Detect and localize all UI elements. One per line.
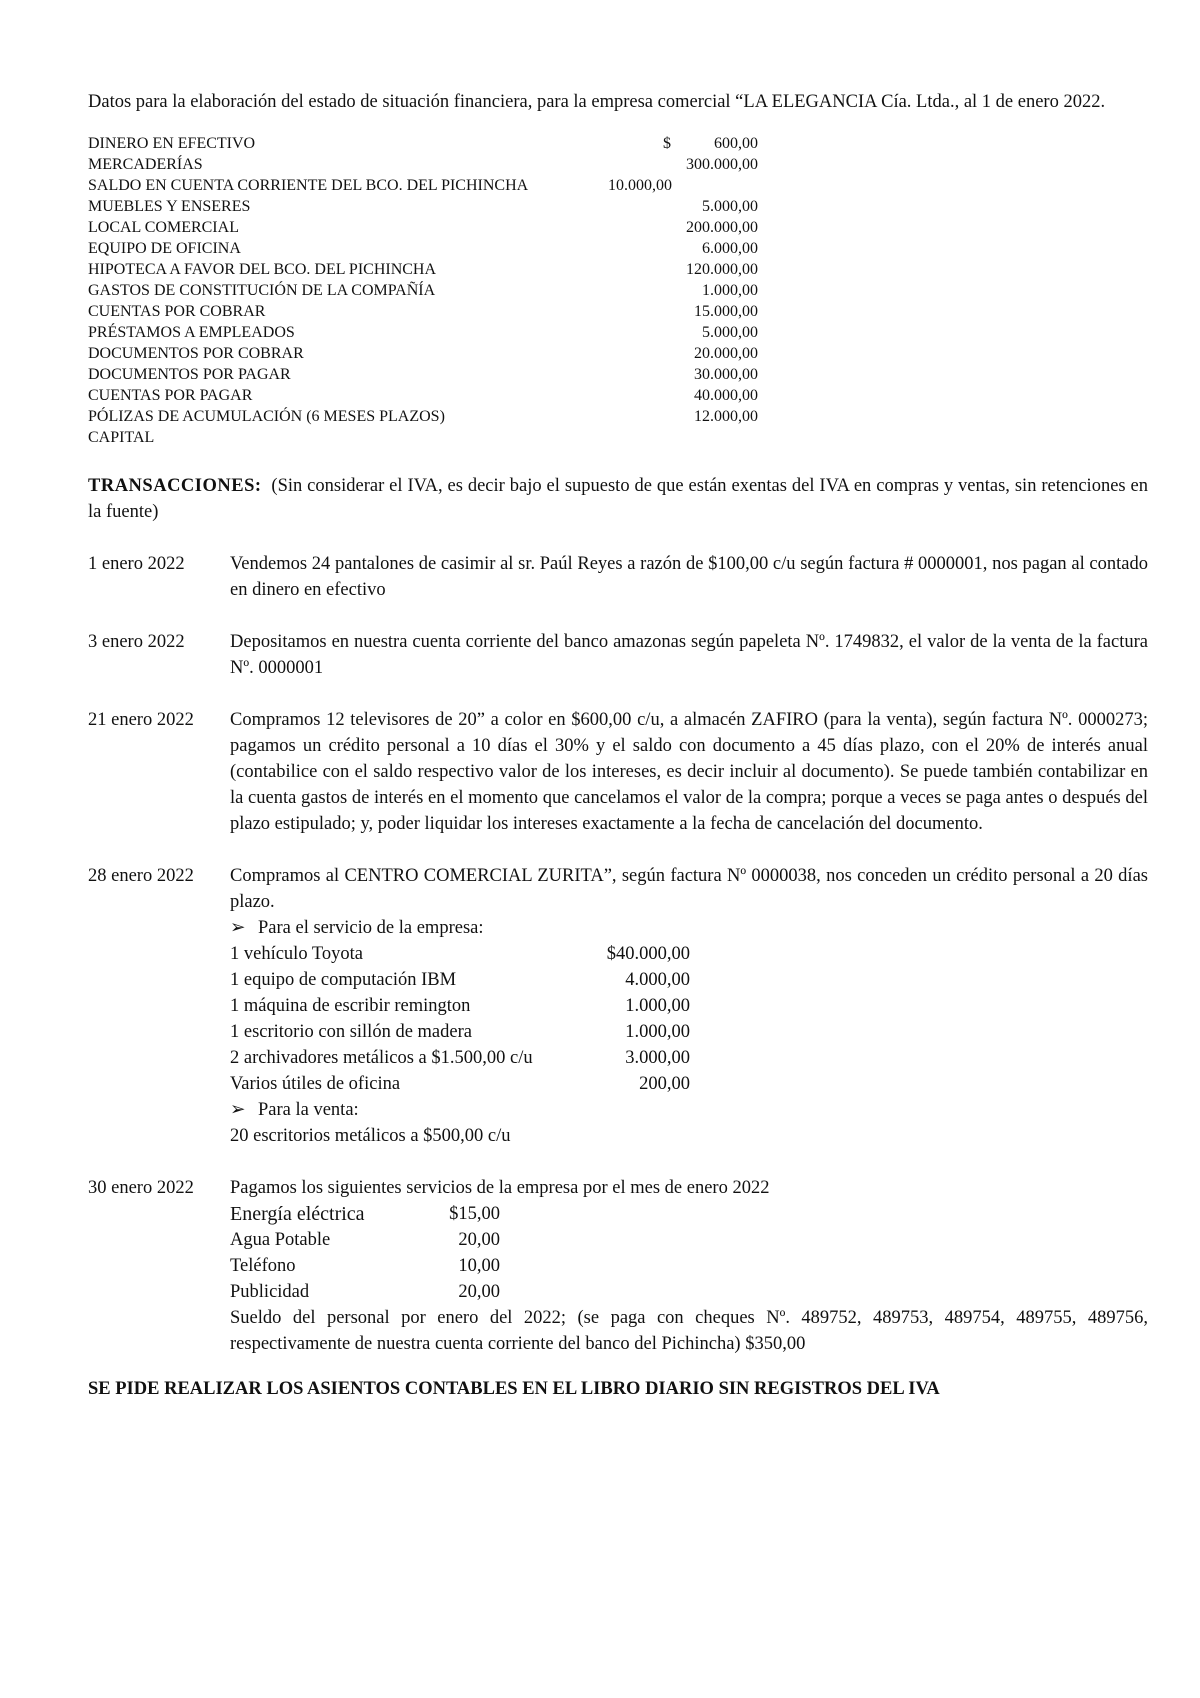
account-row — [88, 343, 758, 364]
service-items — [230, 1201, 1148, 1305]
entry-content — [230, 863, 1148, 1149]
account-value: 10.000,00 — [608, 177, 672, 194]
item-value: $15,00 — [449, 1204, 500, 1224]
final-instruction: SE PIDE REALIZAR LOS ASIENTOS CONTABLES EN EL LIBRO DIARIO SIN REGISTROS DEL IVA — [88, 1379, 940, 1399]
item-row — [230, 967, 1148, 993]
item-row — [230, 1253, 1148, 1279]
account-name: SALDO EN CUENTA CORRIENTE DEL BCO. DEL PICHINCHA — [88, 177, 529, 194]
account-value: 30.000,00 — [694, 366, 758, 383]
sale-item: 20 escritorios metálicos a $500,00 c/u — [230, 1126, 511, 1146]
salary-text: Sueldo del personal por enero del 2022; (se paga con cheques Nº. 489752, 489753, 489754, 489755, 489756, respectivamente de nuestra cuenta corriente del banco del Pichincha) $350,00 — [230, 1308, 1148, 1354]
account-value: 600,00 — [714, 135, 758, 152]
journal-entry — [88, 629, 1148, 681]
account-name: DOCUMENTOS POR COBRAR — [88, 345, 304, 362]
entry-content — [230, 1175, 1148, 1357]
entry-date: 30 enero 2022 — [88, 1178, 194, 1198]
account-name: PÓLIZAS DE ACUMULACIÓN (6 MESES PLAZOS) — [88, 408, 445, 425]
account-row — [88, 259, 758, 280]
account-row — [88, 196, 758, 217]
account-name: DOCUMENTOS POR PAGAR — [88, 366, 291, 383]
account-row — [88, 133, 758, 154]
item-name: Energía eléctrica — [230, 1203, 365, 1225]
account-name: GASTOS DE CONSTITUCIÓN DE LA COMPAÑÍA — [88, 282, 436, 299]
entry-text: Depositamos en nuestra cuenta corriente del banco amazonas según papeleta Nº. 1749832, el valor de la venta de la factura Nº. 0000001 — [230, 632, 1148, 678]
item-row — [230, 993, 1148, 1019]
journal-entry — [88, 551, 1148, 603]
item-name: 1 máquina de escribir remington — [230, 996, 471, 1016]
entry-text: Compramos al CENTRO COMERCIAL ZURITA”, según factura Nº 0000038, nos conceden un crédito personal a 20 días plazo. — [230, 866, 1148, 912]
item-name: Teléfono — [230, 1256, 296, 1276]
entry-text: Pagamos los siguientes servicios de la empresa por el mes de enero 2022 — [230, 1178, 770, 1198]
item-name: Agua Potable — [230, 1230, 331, 1250]
bullet-text: Para el servicio de la empresa: — [258, 918, 484, 938]
account-value: 1.000,00 — [702, 282, 758, 299]
account-name: MERCADERÍAS — [88, 156, 203, 173]
document-page — [88, 88, 1148, 1400]
purchase-items — [230, 941, 1148, 1097]
account-value: 40.000,00 — [694, 387, 758, 404]
item-value: 200,00 — [639, 1074, 690, 1094]
account-value: 200.000,00 — [686, 219, 758, 236]
item-value: 1.000,00 — [625, 996, 690, 1016]
account-name: CUENTAS POR PAGAR — [88, 387, 253, 404]
item-row — [230, 1045, 1148, 1071]
item-value: $40.000,00 — [606, 944, 690, 964]
account-row — [88, 406, 758, 427]
account-name: LOCAL COMERCIAL — [88, 219, 239, 236]
account-row — [88, 364, 758, 385]
account-value: 6.000,00 — [702, 240, 758, 257]
journal-entry — [88, 863, 1148, 1149]
item-name: Publicidad — [230, 1282, 310, 1302]
account-row — [88, 238, 758, 259]
bullet-line — [230, 915, 1148, 941]
account-row — [88, 322, 758, 343]
item-name: Varios útiles de oficina — [230, 1074, 401, 1094]
account-value: 300.000,00 — [686, 156, 758, 173]
item-name: 1 equipo de computación IBM — [230, 970, 457, 990]
transactions-heading — [88, 473, 1148, 525]
account-row — [88, 154, 758, 175]
accounts-list — [88, 133, 758, 448]
item-row — [230, 1071, 1148, 1097]
transactions-title: TRANSACCIONES: — [88, 476, 262, 496]
journal-entry — [88, 707, 1148, 837]
transactions-note: (Sin considerar el IVA, es decir bajo el supuesto de que están exentas del IVA en compras y ventas, sin retenciones en la fuente) — [88, 476, 1149, 522]
item-row — [230, 941, 1148, 967]
account-name: CUENTAS POR COBRAR — [88, 303, 266, 320]
account-name: HIPOTECA A FAVOR DEL BCO. DEL PICHINCHA — [88, 261, 437, 278]
item-value: 4.000,00 — [625, 970, 690, 990]
item-value: 3.000,00 — [625, 1048, 690, 1068]
arrowhead-bullet-icon: ➢ — [230, 918, 246, 938]
item-value: 1.000,00 — [625, 1022, 690, 1042]
account-currency: $ — [663, 135, 671, 152]
item-row — [230, 1227, 1148, 1253]
entry-date: 21 enero 2022 — [88, 710, 194, 730]
account-value: 15.000,00 — [694, 303, 758, 320]
account-row — [88, 280, 758, 301]
entry-text: Vendemos 24 pantalones de casimir al sr. Paúl Reyes a razón de $100,00 c/u según factura # 0000001, nos pagan al contado en dinero en efectivo — [230, 554, 1148, 600]
account-name: MUEBLES Y ENSERES — [88, 198, 251, 215]
account-name: DINERO EN EFECTIVO — [88, 135, 256, 152]
account-row — [88, 427, 758, 448]
item-name: 2 archivadores metálicos a $1.500,00 c/u — [230, 1048, 533, 1068]
bullet-text: Para la venta: — [258, 1100, 359, 1120]
item-name: 1 vehículo Toyota — [230, 944, 363, 964]
account-row — [88, 175, 758, 196]
item-row — [230, 1201, 1148, 1227]
intro-paragraph: Datos para la elaboración del estado de situación financiera, para la empresa comercial “LA ELEGANCIA Cía. Ltda., al 1 de enero 2022. — [88, 92, 1106, 112]
account-name: CAPITAL — [88, 429, 155, 446]
arrowhead-bullet-icon: ➢ — [230, 1100, 246, 1120]
item-row — [230, 1279, 1148, 1305]
account-row — [88, 301, 758, 322]
account-name: PRÉSTAMOS A EMPLEADOS — [88, 324, 295, 341]
account-row — [88, 385, 758, 406]
account-value: 5.000,00 — [702, 198, 758, 215]
account-value: 12.000,00 — [694, 408, 758, 425]
account-value: 5.000,00 — [702, 324, 758, 341]
item-value: 10,00 — [458, 1256, 500, 1276]
account-value: 20.000,00 — [694, 345, 758, 362]
journal-entry — [88, 1175, 1148, 1357]
account-value: 120.000,00 — [686, 261, 758, 278]
item-value: 20,00 — [458, 1282, 500, 1302]
entry-date: 1 enero 2022 — [88, 554, 185, 574]
entry-text: Compramos 12 televisores de 20” a color en $600,00 c/u, a almacén ZAFIRO (para la venta), según factura Nº. 0000273; pagamos un crédito personal a 10 días el 30% y el saldo con documento a 45 días plazo, con el 20% de interés anual (contabilice con el saldo respectivo valor de los intereses, es decir incluir al documento). Se puede también contabilizar en la cuenta gastos de interés en el momento que cancelamos el valor de la compra; porque a veces se paga antes o después del plazo estipulado; y, poder liquidar los intereses exactamente a la fecha de cancelación del documento. — [230, 710, 1148, 834]
entry-date: 3 enero 2022 — [88, 632, 185, 652]
entry-date: 28 enero 2022 — [88, 866, 194, 886]
item-value: 20,00 — [458, 1230, 500, 1250]
item-name: 1 escritorio con sillón de madera — [230, 1022, 472, 1042]
account-name: EQUIPO DE OFICINA — [88, 240, 241, 257]
account-row — [88, 217, 758, 238]
bullet-line — [230, 1097, 1148, 1123]
item-row — [230, 1019, 1148, 1045]
